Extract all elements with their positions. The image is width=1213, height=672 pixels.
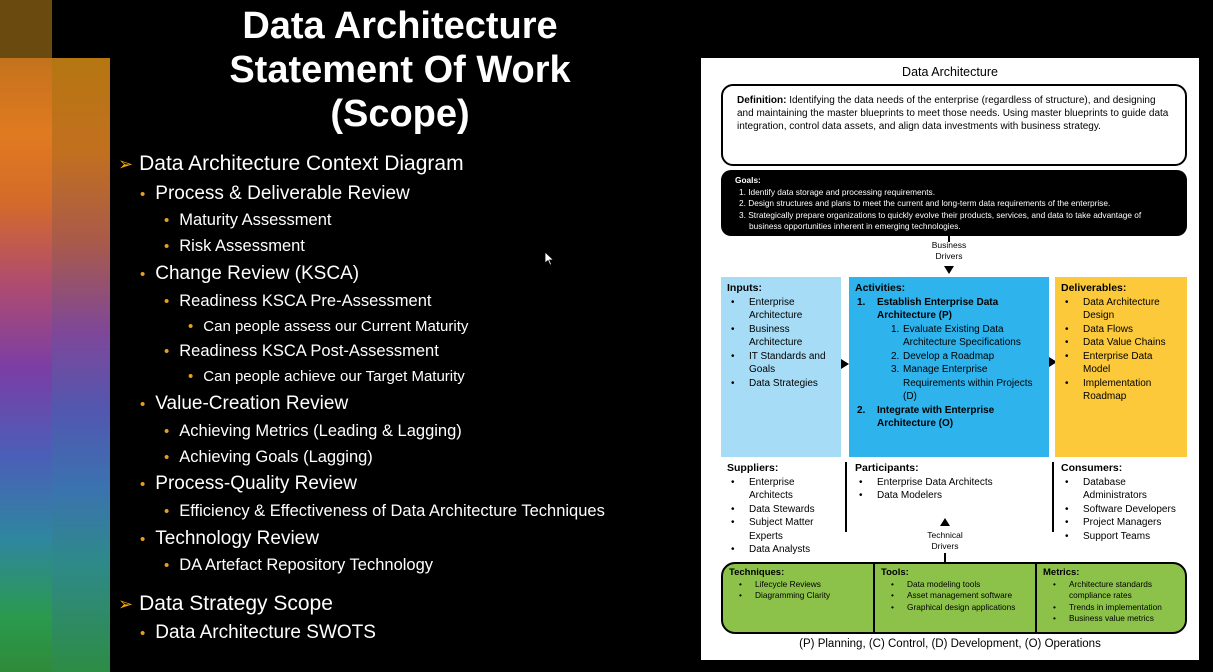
outline-item-level-1 <box>118 152 464 176</box>
decorative-bar-top-block <box>0 0 52 58</box>
mouse-cursor-icon <box>545 252 555 266</box>
consumer-item: • Database Administrators <box>1061 476 1181 503</box>
consumer-item: • Project Managers <box>1061 516 1181 530</box>
dot-bullet-icon: • <box>140 266 146 283</box>
activity-number: 1. <box>857 296 866 308</box>
arrow-down-icon <box>944 266 954 274</box>
activity-item <box>855 296 1043 323</box>
diagram-legend: (P) Planning, (C) Control, (D) Development, (O) Operations <box>799 638 1101 650</box>
supplier-item: • Data Analysts <box>727 543 839 557</box>
slide-title-line: Statement Of Work <box>229 49 571 91</box>
outline-item-text: Readiness KSCA Post-Assessment <box>179 342 439 360</box>
tool-item: • Graphical design applications <box>881 602 1029 614</box>
inputs-column <box>721 277 841 457</box>
section-divider <box>845 462 847 532</box>
techniques-section <box>723 564 873 634</box>
decorative-gradient-bar-left <box>0 0 52 672</box>
outline-item-level-2 <box>140 263 359 285</box>
goals-box <box>721 170 1187 236</box>
tools-section <box>873 564 1035 634</box>
tool-item: • Asset management software <box>881 590 1029 602</box>
outline-item-level-3 <box>164 556 433 575</box>
technical-drivers-connector <box>944 553 946 562</box>
outline-item-level-2 <box>140 622 376 644</box>
outline-item-level-3 <box>164 292 431 311</box>
technique-item: • Lifecycle Reviews <box>729 579 867 591</box>
input-item: • IT Standards and Goals <box>727 350 835 377</box>
outline-item-level-3 <box>164 237 305 256</box>
tools-label: Tools: <box>881 567 909 578</box>
definition-label: Definition: <box>737 95 787 106</box>
deliverables-column <box>1055 277 1187 457</box>
activity-subitem-text: Manage Enterprise Requirements within Projects (D) <box>903 364 1033 402</box>
outline-item-level-4 <box>188 368 465 385</box>
activities-label: Activities: <box>855 282 906 294</box>
goal-item: 3. Strategically prepare organizations to quickly evolve their products, services, and data to take advantage of business opportunities inherent in emerging technologies. <box>739 209 1142 231</box>
arrow-right-icon <box>841 359 849 369</box>
outline-item-text: Data Architecture Context Diagram <box>139 152 464 175</box>
arrow-bullet-icon: ➢ <box>118 154 134 174</box>
techniques-tools-metrics-box <box>721 562 1187 634</box>
dot-bullet-icon: • <box>140 476 146 493</box>
activity-subitem <box>855 350 1043 364</box>
outline-item-level-2 <box>140 393 348 415</box>
activity-subitem-number: 1. <box>891 323 900 335</box>
goals-label: Goals: <box>735 175 761 185</box>
dot-bullet-icon: • <box>140 531 146 548</box>
outline-item-level-2 <box>140 528 319 550</box>
outline-item-text: Process-Quality Review <box>155 473 357 494</box>
outline-item-text: Data Architecture SWOTS <box>155 622 376 643</box>
outline-item-text: Risk Assessment <box>179 237 305 255</box>
outline-item-text: Value-Creation Review <box>155 393 349 414</box>
dot-bullet-icon: • <box>164 212 170 229</box>
definition-box <box>721 84 1187 166</box>
consumers-section <box>1055 459 1187 563</box>
slide-title-line: Data Architecture <box>242 5 558 47</box>
outline-item-text: Achieving Metrics (Leading & Lagging) <box>179 422 462 440</box>
deliverable-item: • Enterprise Data Model <box>1061 350 1181 377</box>
technique-item: • Diagramming Clarity <box>729 590 867 602</box>
deliverable-item: • Implementation Roadmap <box>1061 377 1181 404</box>
suppliers-label: Suppliers: <box>727 462 779 474</box>
outline-item-text: Technology Review <box>155 528 319 549</box>
outline-item-level-2 <box>140 183 410 205</box>
outline-item-text: Readiness KSCA Pre-Assessment <box>179 292 432 310</box>
activities-column <box>849 277 1049 457</box>
arrow-up-icon <box>940 518 950 526</box>
outline-item-text: DA Artefact Repository Technology <box>179 556 434 574</box>
goal-item: 2. Design structures and plans to meet the current and long-term data requirements of the enterprise. <box>739 198 1111 208</box>
participants-label: Participants: <box>855 462 919 474</box>
section-divider <box>1052 462 1054 532</box>
business-drivers-line: Business <box>931 240 967 250</box>
metrics-label: Metrics: <box>1043 567 1080 578</box>
participant-item: • Data Modelers <box>855 489 1043 503</box>
metric-item: • Trends in implementation <box>1043 602 1179 614</box>
outline-item-text: Process & Deliverable Review <box>155 183 410 204</box>
outline-item-level-3 <box>164 211 331 230</box>
outline-item-level-4 <box>188 318 468 335</box>
outline-item-level-2 <box>140 473 357 495</box>
activity-subitem <box>855 323 1043 350</box>
techniques-label: Techniques: <box>729 567 785 578</box>
tool-item: • Data modeling tools <box>881 579 1029 591</box>
outline-item-level-3 <box>164 422 462 441</box>
suppliers-section <box>721 459 845 563</box>
input-item: • Enterprise Architecture <box>727 296 835 323</box>
input-item: • Data Strategies <box>727 377 835 391</box>
supplier-item: • Enterprise Architects <box>727 476 839 503</box>
data-architecture-context-diagram <box>701 58 1199 660</box>
slide-title <box>150 4 650 136</box>
supplier-item: • Data Stewards <box>727 503 839 517</box>
dot-bullet-icon: • <box>164 449 170 466</box>
technical-drivers-line: Drivers <box>931 541 959 551</box>
metrics-section <box>1035 564 1185 634</box>
activity-text: Integrate with Enterprise Architecture (O) <box>877 404 995 429</box>
consumer-item: • Support Teams <box>1061 530 1181 544</box>
outline-item-text: Efficiency & Effectiveness of Data Architecture Techniques <box>179 502 605 520</box>
consumers-label: Consumers: <box>1061 462 1123 474</box>
slide-title-line: (Scope) <box>330 93 470 135</box>
business-drivers-label <box>919 240 979 262</box>
diagram-title: Data Architecture <box>902 65 998 79</box>
arrow-bullet-icon: ➢ <box>118 594 134 614</box>
activity-subitem-number: 3. <box>891 364 900 375</box>
definition-text: Identifying the data needs of the enterprise (regardless of structure), and designing and maintaining the master blueprints to meet those needs. Using master blueprints to guide data integration, control data assets, and align data investments with business strategy. <box>737 95 1169 132</box>
decorative-gradient-bar-inner <box>52 58 110 672</box>
dot-bullet-icon: • <box>140 396 146 413</box>
business-drivers-line: Drivers <box>935 251 963 261</box>
outline-item-level-3 <box>164 448 373 467</box>
metric-item: • Architecture standards compliance rates <box>1043 579 1179 602</box>
inputs-label: Inputs: <box>727 282 762 294</box>
dot-bullet-icon: • <box>164 423 170 440</box>
deliverable-item: • Data Architecture Design <box>1061 296 1181 323</box>
deliverables-label: Deliverables: <box>1061 282 1127 294</box>
input-item: • Business Architecture <box>727 323 835 350</box>
activity-subitem-number: 2. <box>891 350 900 362</box>
supplier-item: • Subject Matter Experts <box>727 516 839 543</box>
technical-drivers-label <box>915 530 975 552</box>
deliverable-item: • Data Value Chains <box>1061 336 1181 350</box>
outline-item-level-1 <box>118 592 333 616</box>
outline-item-text: Maturity Assessment <box>179 211 332 229</box>
dot-bullet-icon: • <box>164 503 170 520</box>
outline-item-level-3 <box>164 502 605 521</box>
goal-item: 1. Identify data storage and processing requirements. <box>739 186 936 197</box>
outline-item-text: Can people achieve our Target Maturity <box>203 368 465 385</box>
activity-text: Establish Enterprise Data Architecture (P) <box>877 296 999 321</box>
dot-bullet-icon: • <box>188 318 194 335</box>
dot-bullet-icon: • <box>140 186 146 203</box>
dot-bullet-icon: • <box>164 343 170 360</box>
dot-bullet-icon: • <box>140 625 146 642</box>
metric-item: • Business value metrics <box>1043 613 1179 625</box>
outline-item-text: Change Review (KSCA) <box>155 263 360 284</box>
dot-bullet-icon: • <box>164 557 170 574</box>
dot-bullet-icon: • <box>188 368 194 385</box>
outline-item-text: Achieving Goals (Lagging) <box>179 448 373 466</box>
dot-bullet-icon: • <box>164 293 170 310</box>
activity-subitem-text: Evaluate Existing Data Architecture Specifications <box>903 323 1021 348</box>
technical-drivers-line: Technical <box>927 530 963 540</box>
deliverable-item: • Data Flows <box>1061 323 1181 337</box>
outline-item-level-3 <box>164 342 439 361</box>
participant-item: • Enterprise Data Architects <box>855 476 1043 490</box>
activity-subitem <box>855 363 1043 404</box>
consumer-item: • Software Developers <box>1061 503 1181 517</box>
dot-bullet-icon: • <box>164 238 170 255</box>
activity-item <box>855 404 1043 431</box>
outline-item-text: Can people assess our Current Maturity <box>203 318 469 335</box>
activity-subitem-text: Develop a Roadmap <box>903 350 995 362</box>
outline-item-text: Data Strategy Scope <box>139 592 333 615</box>
activity-number: 2. <box>857 404 866 416</box>
